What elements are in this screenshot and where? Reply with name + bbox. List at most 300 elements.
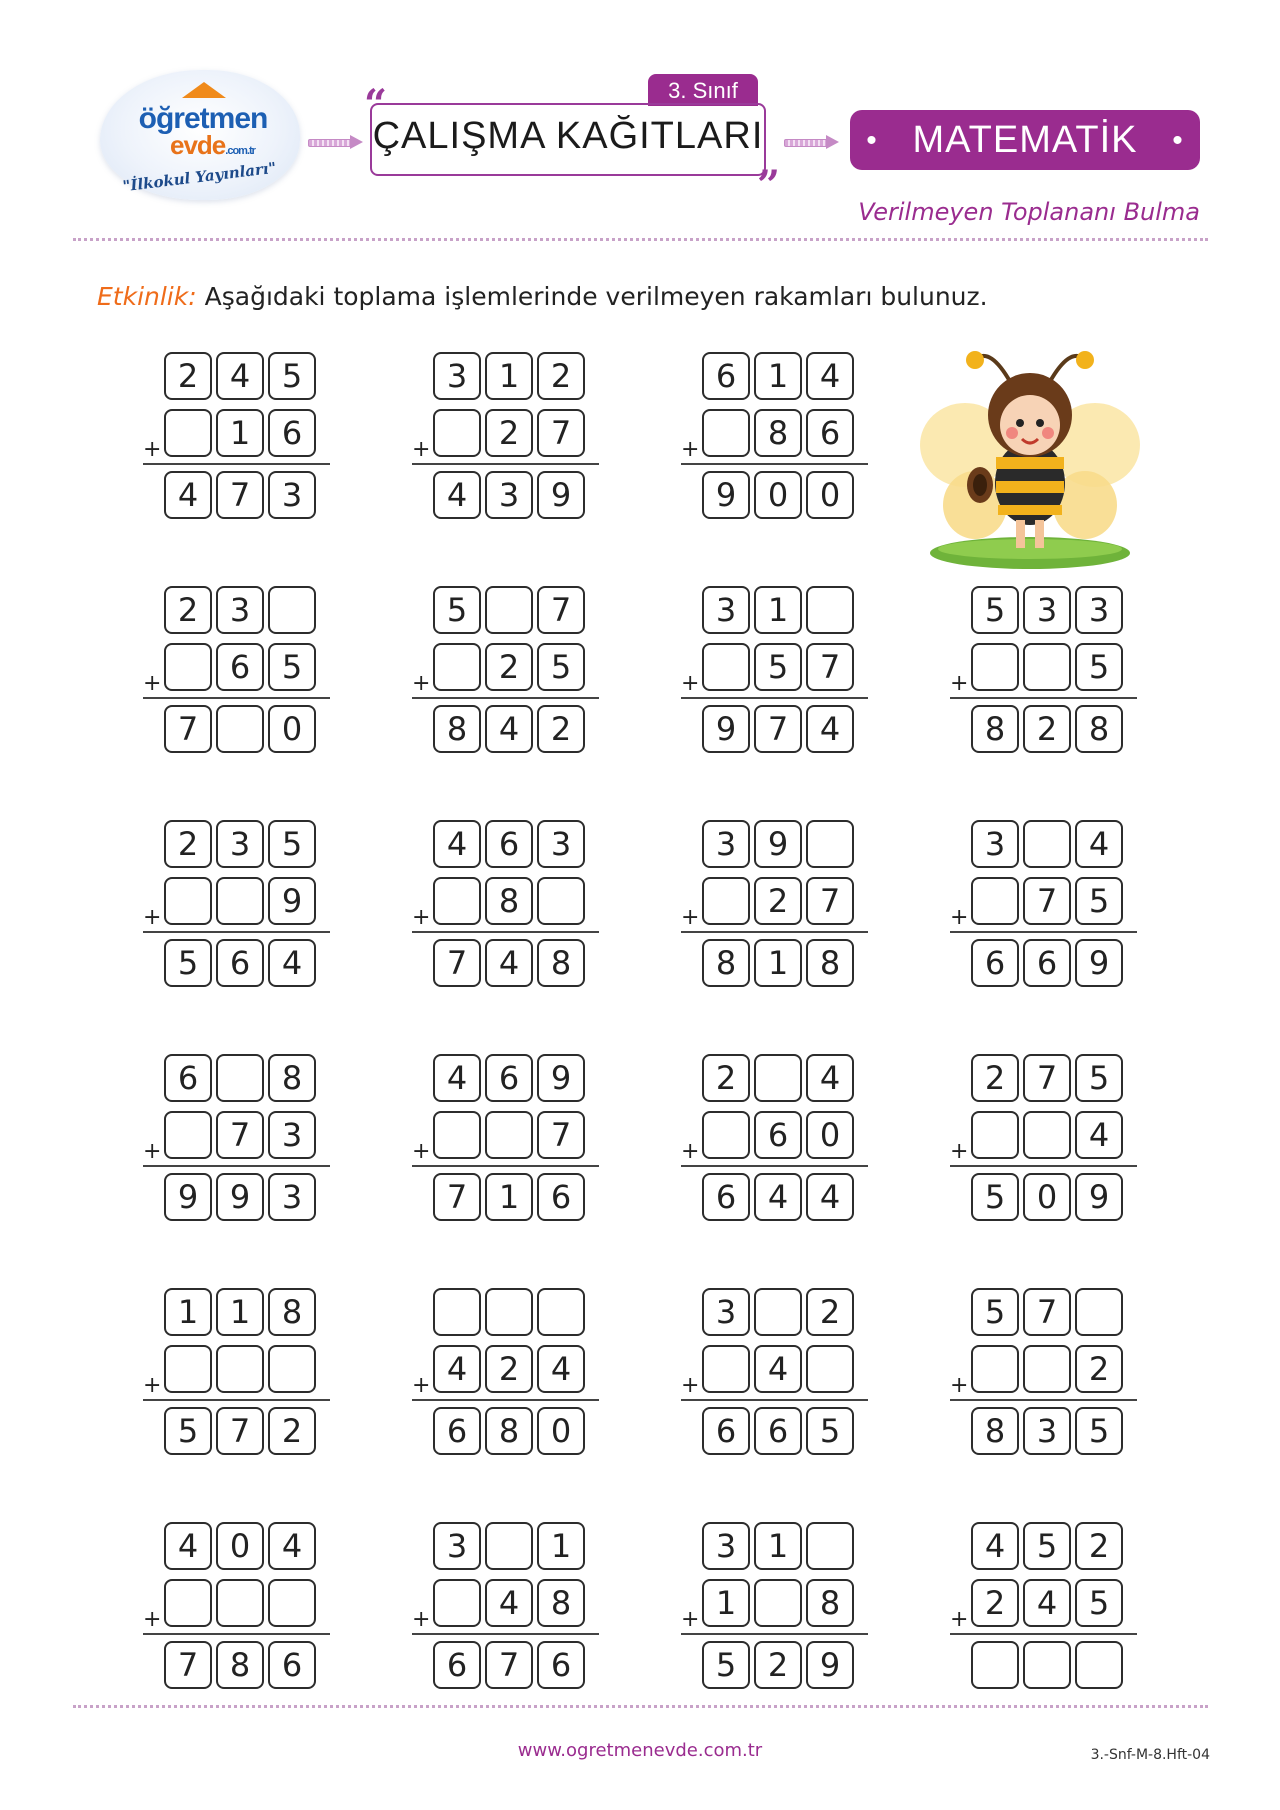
digit-box: 5 <box>971 1173 1019 1221</box>
digit-box: 1 <box>164 1288 212 1336</box>
digit-box: 3 <box>702 1288 750 1336</box>
blank-digit-box[interactable] <box>806 820 854 868</box>
blank-digit-box[interactable] <box>164 1111 212 1159</box>
sum-row <box>164 471 316 519</box>
digit-box: 3 <box>216 586 264 634</box>
digit-box: 5 <box>971 1288 1019 1336</box>
addition-problem <box>681 1288 868 1466</box>
addend-top-row <box>702 820 854 868</box>
digit-box: 8 <box>268 1288 316 1336</box>
digit-box: 2 <box>537 705 585 753</box>
addend-top-row <box>433 1054 585 1102</box>
sum-line <box>412 1165 599 1167</box>
blank-digit-box[interactable] <box>1023 1111 1071 1159</box>
digit-box: 0 <box>268 705 316 753</box>
digit-box: 3 <box>1075 586 1123 634</box>
blank-digit-box[interactable] <box>702 409 750 457</box>
subject-label: MATEMATİK <box>912 119 1138 161</box>
sum-line <box>143 1633 330 1635</box>
logo-brand-top: öğretmen <box>138 102 268 135</box>
digit-box: 5 <box>1075 877 1123 925</box>
digit-box: 1 <box>216 1288 264 1336</box>
blank-digit-box[interactable] <box>216 1345 264 1393</box>
digit-box: 6 <box>485 1054 533 1102</box>
blank-digit-box[interactable] <box>1023 1345 1071 1393</box>
plus-sign: + <box>681 905 700 930</box>
digit-box: 5 <box>1023 1522 1071 1570</box>
subject-badge <box>850 110 1200 170</box>
sum-line <box>143 697 330 699</box>
activity-instruction <box>97 282 988 311</box>
addition-problem <box>143 820 330 998</box>
digit-box: 2 <box>971 1054 1019 1102</box>
sum-row <box>702 705 854 753</box>
addend-bottom-row <box>702 1579 854 1627</box>
website-link[interactable]: www.ogretmenevde.com.tr <box>517 1740 763 1761</box>
blank-digit-box[interactable] <box>1023 820 1071 868</box>
blank-digit-box[interactable] <box>433 409 481 457</box>
digit-box: 9 <box>702 705 750 753</box>
digit-box: 6 <box>433 1641 481 1689</box>
sum-line <box>681 1165 868 1167</box>
addend-bottom-row <box>164 409 316 457</box>
blank-digit-box[interactable] <box>216 1579 264 1627</box>
digit-box: 4 <box>268 1522 316 1570</box>
plus-sign: + <box>681 1607 700 1632</box>
addend-top-row <box>702 1054 854 1102</box>
sum-line <box>681 1399 868 1401</box>
addend-top-row <box>164 352 316 400</box>
addition-problem <box>412 1054 599 1232</box>
digit-box: 1 <box>485 352 533 400</box>
digit-box: 0 <box>216 1522 264 1570</box>
digit-box: 9 <box>1075 939 1123 987</box>
digit-box: 6 <box>754 1111 802 1159</box>
digit-box: 7 <box>216 471 264 519</box>
digit-box: 4 <box>806 1054 854 1102</box>
digit-box: 0 <box>806 1111 854 1159</box>
digit-box: 5 <box>268 820 316 868</box>
digit-box: 7 <box>806 643 854 691</box>
sum-row <box>702 1407 854 1455</box>
digit-box: 6 <box>702 1173 750 1221</box>
addition-problem <box>950 1288 1137 1466</box>
digit-box: 1 <box>485 1173 533 1221</box>
digit-box: 8 <box>1075 705 1123 753</box>
house-roof-icon <box>182 82 226 98</box>
page-title: ÇALIŞMA KAĞITLARI <box>372 115 764 157</box>
blank-digit-box[interactable] <box>485 1111 533 1159</box>
addition-problem <box>950 1054 1137 1232</box>
blank-digit-box[interactable] <box>971 1641 1019 1689</box>
blank-digit-box[interactable] <box>164 643 212 691</box>
blank-digit-box[interactable] <box>164 877 212 925</box>
digit-box: 9 <box>268 877 316 925</box>
digit-box: 8 <box>537 939 585 987</box>
digit-box: 1 <box>537 1522 585 1570</box>
addition-problem <box>412 1288 599 1466</box>
addend-top-row <box>971 1288 1123 1336</box>
blank-digit-box[interactable] <box>806 586 854 634</box>
sum-row <box>971 1173 1123 1221</box>
digit-box: 7 <box>537 1111 585 1159</box>
addend-top-row <box>164 1288 316 1336</box>
addend-top-row <box>433 1522 585 1570</box>
blank-digit-box[interactable] <box>216 1054 264 1102</box>
digit-box: 6 <box>268 1641 316 1689</box>
digit-box: 4 <box>806 705 854 753</box>
blank-digit-box[interactable] <box>433 877 481 925</box>
addend-bottom-row <box>164 877 316 925</box>
digit-box: 9 <box>806 1641 854 1689</box>
addition-problem <box>412 1522 599 1700</box>
digit-box: 7 <box>164 1641 212 1689</box>
sum-row <box>164 1407 316 1455</box>
sum-line <box>412 1633 599 1635</box>
plus-sign: + <box>950 905 969 930</box>
digit-box: 4 <box>485 705 533 753</box>
digit-box: 6 <box>702 352 750 400</box>
sum-line <box>143 463 330 465</box>
digit-box: 7 <box>806 877 854 925</box>
blank-digit-box[interactable] <box>268 1345 316 1393</box>
sum-row <box>702 471 854 519</box>
digit-box: 2 <box>1075 1522 1123 1570</box>
digit-box: 7 <box>485 1641 533 1689</box>
digit-box: 6 <box>537 1641 585 1689</box>
digit-box: 9 <box>537 1054 585 1102</box>
addend-bottom-row <box>433 877 585 925</box>
arrow-right-icon <box>784 135 840 149</box>
addition-problem <box>143 1054 330 1232</box>
digit-box: 2 <box>164 586 212 634</box>
addition-problem <box>681 1522 868 1700</box>
digit-box: 1 <box>754 939 802 987</box>
digit-box: 9 <box>1075 1173 1123 1221</box>
addition-problem <box>681 820 868 998</box>
digit-box: 3 <box>702 1522 750 1570</box>
grade-tab: 3. Sınıf <box>648 74 758 106</box>
digit-box: 8 <box>433 705 481 753</box>
addend-bottom-row <box>702 643 854 691</box>
digit-box: 8 <box>537 1579 585 1627</box>
blank-digit-box[interactable] <box>971 1345 1019 1393</box>
digit-box: 7 <box>216 1407 264 1455</box>
plus-sign: + <box>143 671 162 696</box>
digit-box: 9 <box>164 1173 212 1221</box>
sum-line <box>681 931 868 933</box>
addend-bottom-row <box>433 409 585 457</box>
publisher-logo <box>100 60 300 210</box>
blank-digit-box[interactable] <box>164 1345 212 1393</box>
addend-top-row <box>702 352 854 400</box>
digit-box: 9 <box>754 820 802 868</box>
plus-sign: + <box>412 1607 431 1632</box>
sum-row <box>433 939 585 987</box>
blank-digit-box[interactable] <box>971 643 1019 691</box>
activity-text: Aşağıdaki toplama işlemlerinde verilmeyen rakamları bulunuz. <box>204 282 988 311</box>
blank-digit-box[interactable] <box>1075 1641 1123 1689</box>
plus-sign: + <box>681 671 700 696</box>
plus-sign: + <box>143 905 162 930</box>
digit-box: 4 <box>164 471 212 519</box>
sum-line <box>412 697 599 699</box>
blank-digit-box[interactable] <box>806 1345 854 1393</box>
digit-box: 6 <box>971 939 1019 987</box>
addend-top-row <box>971 820 1123 868</box>
digit-box: 5 <box>164 939 212 987</box>
addition-problem <box>950 1522 1137 1700</box>
addend-bottom-row <box>164 1111 316 1159</box>
digit-box: 7 <box>1023 1288 1071 1336</box>
digit-box: 2 <box>971 1579 1019 1627</box>
digit-box: 1 <box>754 586 802 634</box>
digit-box: 3 <box>433 1522 481 1570</box>
digit-box: 3 <box>702 820 750 868</box>
sum-line <box>950 931 1137 933</box>
digit-box: 2 <box>164 352 212 400</box>
addend-bottom-row <box>433 1345 585 1393</box>
sum-line <box>950 697 1137 699</box>
digit-box: 6 <box>216 939 264 987</box>
blank-digit-box[interactable] <box>1023 1641 1071 1689</box>
digit-box: 4 <box>433 820 481 868</box>
addend-top-row <box>164 586 316 634</box>
digit-box: 6 <box>433 1407 481 1455</box>
digit-box: 2 <box>485 409 533 457</box>
blank-digit-box[interactable] <box>754 1579 802 1627</box>
digit-box: 3 <box>485 471 533 519</box>
digit-box: 6 <box>537 1173 585 1221</box>
blank-digit-box[interactable] <box>268 1579 316 1627</box>
blank-digit-box[interactable] <box>433 1579 481 1627</box>
sum-row <box>164 939 316 987</box>
footer-divider <box>73 1705 1208 1708</box>
digit-box: 7 <box>537 586 585 634</box>
plus-sign: + <box>950 1139 969 1164</box>
addition-problem <box>143 586 330 764</box>
addend-bottom-row <box>164 643 316 691</box>
sum-row <box>164 1173 316 1221</box>
digit-box: 5 <box>702 1641 750 1689</box>
addition-problem <box>143 1522 330 1700</box>
addend-bottom-row <box>433 1579 585 1627</box>
blank-digit-box[interactable] <box>537 877 585 925</box>
digit-box: 6 <box>164 1054 212 1102</box>
digit-box: 7 <box>433 939 481 987</box>
blank-digit-box[interactable] <box>485 1522 533 1570</box>
digit-box: 4 <box>433 1345 481 1393</box>
sum-row <box>971 939 1123 987</box>
addition-problem <box>681 586 868 764</box>
digit-box: 3 <box>1023 1407 1071 1455</box>
digit-box: 7 <box>216 1111 264 1159</box>
digit-box: 3 <box>971 820 1019 868</box>
plus-sign: + <box>143 1607 162 1632</box>
digit-box: 3 <box>702 586 750 634</box>
digit-box: 6 <box>1023 939 1071 987</box>
blank-digit-box[interactable] <box>702 1111 750 1159</box>
blank-digit-box[interactable] <box>537 1288 585 1336</box>
sum-row <box>971 1641 1123 1689</box>
sum-line <box>950 1633 1137 1635</box>
digit-box: 8 <box>971 1407 1019 1455</box>
sum-row <box>433 705 585 753</box>
digit-box: 4 <box>537 1345 585 1393</box>
digit-box: 8 <box>216 1641 264 1689</box>
plus-sign: + <box>412 437 431 462</box>
addend-bottom-row <box>971 1111 1123 1159</box>
digit-box: 9 <box>702 471 750 519</box>
blank-digit-box[interactable] <box>485 586 533 634</box>
sum-row <box>433 1173 585 1221</box>
digit-box: 8 <box>754 409 802 457</box>
digit-box: 2 <box>485 1345 533 1393</box>
addend-bottom-row <box>702 1345 854 1393</box>
blank-digit-box[interactable] <box>268 586 316 634</box>
digit-box: 7 <box>754 705 802 753</box>
arrow-right-icon <box>308 135 364 149</box>
addition-problem <box>143 1288 330 1466</box>
addition-problem <box>681 1054 868 1232</box>
addend-top-row <box>433 352 585 400</box>
header-divider <box>73 238 1208 241</box>
sum-line <box>950 1165 1137 1167</box>
digit-box: 6 <box>702 1407 750 1455</box>
digit-box: 2 <box>702 1054 750 1102</box>
plus-sign: + <box>412 1373 431 1398</box>
digit-box: 4 <box>754 1345 802 1393</box>
topic-title: Verilmeyen Toplananı Bulma <box>858 198 1200 226</box>
digit-box: 3 <box>216 820 264 868</box>
digit-box: 3 <box>537 820 585 868</box>
blank-digit-box[interactable] <box>702 643 750 691</box>
blank-digit-box[interactable] <box>702 877 750 925</box>
addend-bottom-row <box>164 1579 316 1627</box>
blank-digit-box[interactable] <box>485 1288 533 1336</box>
digit-box: 2 <box>1075 1345 1123 1393</box>
digit-box: 7 <box>537 409 585 457</box>
plus-sign: + <box>681 437 700 462</box>
sum-row <box>164 1641 316 1689</box>
sum-line <box>412 463 599 465</box>
addend-bottom-row <box>164 1345 316 1393</box>
digit-box: 9 <box>216 1173 264 1221</box>
plus-sign: + <box>412 1139 431 1164</box>
blank-digit-box[interactable] <box>164 1579 212 1627</box>
digit-box: 5 <box>971 586 1019 634</box>
addend-top-row <box>164 1522 316 1570</box>
blank-digit-box[interactable] <box>754 1288 802 1336</box>
plus-sign: + <box>143 1139 162 1164</box>
blank-digit-box[interactable] <box>164 409 212 457</box>
blank-digit-box[interactable] <box>702 1345 750 1393</box>
addend-top-row <box>433 820 585 868</box>
blank-digit-box[interactable] <box>1023 643 1071 691</box>
blank-digit-box[interactable] <box>216 705 264 753</box>
digit-box: 5 <box>164 1407 212 1455</box>
digit-box: 2 <box>806 1288 854 1336</box>
blank-digit-box[interactable] <box>806 1522 854 1570</box>
addend-bottom-row <box>702 1111 854 1159</box>
digit-box: 5 <box>433 586 481 634</box>
digit-box: 2 <box>754 877 802 925</box>
digit-box: 0 <box>537 1407 585 1455</box>
blank-digit-box[interactable] <box>1075 1288 1123 1336</box>
digit-box: 8 <box>702 939 750 987</box>
sum-row <box>702 939 854 987</box>
addition-problem <box>412 586 599 764</box>
digit-box: 5 <box>754 643 802 691</box>
addend-top-row <box>702 1288 854 1336</box>
addition-problem <box>412 820 599 998</box>
digit-box: 3 <box>268 1173 316 1221</box>
digit-box: 7 <box>1023 877 1071 925</box>
worksheet-code: 3.-Snf-M-8.Hft-04 <box>1090 1747 1210 1763</box>
bullet-icon: • <box>1172 124 1184 157</box>
addend-bottom-row <box>433 1111 585 1159</box>
digit-box: 6 <box>806 409 854 457</box>
addend-bottom-row <box>971 877 1123 925</box>
bullet-icon: • <box>866 124 878 157</box>
sum-line <box>412 1399 599 1401</box>
logo-brand-bottom: evde.com.tr <box>170 130 255 160</box>
addition-problem <box>412 352 599 530</box>
digit-box: 9 <box>537 471 585 519</box>
digit-box: 4 <box>1075 1111 1123 1159</box>
blank-digit-box[interactable] <box>433 1288 481 1336</box>
digit-box: 4 <box>433 471 481 519</box>
digit-box: 0 <box>806 471 854 519</box>
digit-box: 4 <box>485 1579 533 1627</box>
digit-box: 3 <box>433 352 481 400</box>
blank-digit-box[interactable] <box>971 877 1019 925</box>
digit-box: 3 <box>268 1111 316 1159</box>
digit-box: 6 <box>268 409 316 457</box>
sum-row <box>433 1641 585 1689</box>
addition-problem <box>950 586 1137 764</box>
digit-box: 4 <box>971 1522 1019 1570</box>
digit-box: 4 <box>806 1173 854 1221</box>
digit-box: 2 <box>268 1407 316 1455</box>
addend-top-row <box>971 1522 1123 1570</box>
digit-box: 4 <box>1023 1579 1071 1627</box>
blank-digit-box[interactable] <box>216 877 264 925</box>
digit-box: 4 <box>806 352 854 400</box>
sum-line <box>143 1165 330 1167</box>
addend-bottom-row <box>702 409 854 457</box>
digit-box: 6 <box>754 1407 802 1455</box>
blank-digit-box[interactable] <box>971 1111 1019 1159</box>
logo-domain: .com.tr <box>225 145 255 157</box>
sum-row <box>164 705 316 753</box>
digit-box: 4 <box>433 1054 481 1102</box>
blank-digit-box[interactable] <box>433 643 481 691</box>
plus-sign: + <box>681 1373 700 1398</box>
digit-box: 4 <box>485 939 533 987</box>
digit-box: 8 <box>971 705 1019 753</box>
digit-box: 2 <box>164 820 212 868</box>
sum-row <box>971 1407 1123 1455</box>
digit-box: 5 <box>268 352 316 400</box>
digit-box: 5 <box>1075 1407 1123 1455</box>
digit-box: 2 <box>754 1641 802 1689</box>
digit-box: 4 <box>754 1173 802 1221</box>
addend-top-row <box>702 586 854 634</box>
blank-digit-box[interactable] <box>754 1054 802 1102</box>
blank-digit-box[interactable] <box>433 1111 481 1159</box>
sum-line <box>681 463 868 465</box>
